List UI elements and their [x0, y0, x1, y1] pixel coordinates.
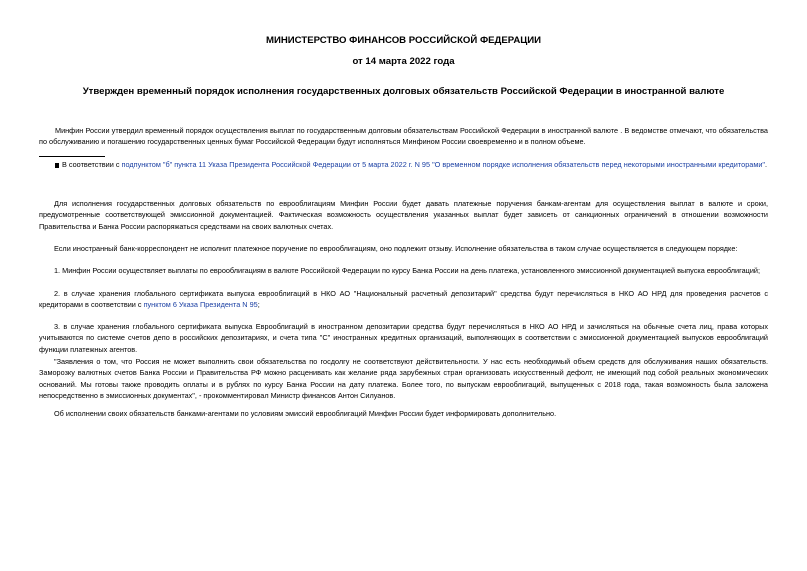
- ministry-title: МИНИСТЕРСТВО ФИНАНСОВ РОССИЙСКОЙ ФЕДЕРАЦИИ: [265, 35, 542, 46]
- decree-point-6-link[interactable]: пунктом 6 Указа Президента N 95: [143, 300, 258, 310]
- document-date: от 14 марта 2022 года: [352, 56, 455, 67]
- body-paragraph-1: Для исполнения государственных долговых обязательств по еврооблигациям Минфин России будет давать платежные поручения банкам-агентам для осуществления выплат в валюте и сроки, предусмотренные соответствующей эмиссионной документацией. Фактическая возможность осуществления указанных выплат будет зависеть от санкционных ограничений в отношении возможности Правительства и Банка России распоряжаться средствами на своих валютных счетах.: [39, 199, 768, 231]
- footnote-decree-link[interactable]: подпунктом "б" пункта 11 Указа Президента Российской Федерации от 5 марта 2022 г. N 95 "О временном порядке исполнения обязательств перед некоторыми иностранными кредиторами": [121, 160, 766, 169]
- document-heading: Утвержден временный порядок исполнения государственных долговых обязательств Российской Федерации в иностранной валюте: [82, 86, 725, 97]
- body-paragraph-2: Если иностранный банк-корреспондент не исполнит платежное поручение по еврооблигациям, оно подлежит отзыву. Исполнение обязательства в таком случае осуществляется в следующем порядке:: [54, 244, 738, 253]
- closing-paragraph: Об исполнении своих обязательств банками-агентами по условиям эмиссий еврооблигаций Минфин России будет информировать дополнительно.: [54, 409, 557, 418]
- body-paragraph-3: 1. Минфин России осуществляет выплаты по еврооблигациям в валюте Российской Федерации по курсу Банка России на день платежа, установленного эмиссионной документацией выпуска еврооблигаций;: [54, 266, 761, 275]
- quote-paragraph: "Заявления о том, что Россия не может выполнить свои обязательства по госдолгу не соответствуют действительности. У нас есть необходимый объем средств для обслуживания наших обязательств. Заморозку валютных счетов Банка России и Правительства РФ можно расценивать как желание ряда зарубежных стран организовать искусственный дефолт, не имеющий под собой реальных экономических оснований. Мы готовы также проводить оплаты и в рублях по курсу Банка России на дату платежа. Более того, по выпускам еврооблигаций, выпущенных с 2018 года, такая возможность была заложена непосредственно в эмиссионных документах", - прокомментировал Министр финансов Антон Силуанов.: [39, 357, 768, 401]
- paragraph-4-text: 2. в случае хранения глобального сертификата выпуска еврооблигаций в НКО АО "Национальный расчетный депозитарий" средства будут перечисляться в НКО АО НРД для проведения расчетов с кредиторами в соответствии с: [39, 289, 768, 310]
- footnote: [55, 159, 767, 170]
- body-paragraph-4: [39, 288, 768, 311]
- footnote-suffix: .: [765, 160, 768, 169]
- body-paragraph-5: 3. в случае хранения глобального сертификата выпуска Еврооблигаций в иностранном депозитарии средства будут перечисляться в НКО АО НРД и зачисляться на обычные счета лиц, права которых учитываются по системе счетов депо в российских депозитариях, и счета типа "С" иностранных кредитных организаций, выполняющих в соответствии с эмиссионной документацией выпусков еврооблигаций функции платежных агентов.: [39, 322, 768, 354]
- footnote-prefix: В соответствии с: [62, 160, 122, 169]
- intro-paragraph: Минфин России утвердил временный порядок осуществления выплат по государственным долговым обязательствам Российской Федерации в иностранной валюте . В ведомстве отмечают, что обязательства по обслуживанию и погашению государственных ценных бумаг Российской Федерации будут исполняться Минфином России своевременно и в полном объеме.: [39, 126, 768, 147]
- footnote-marker-icon: [55, 163, 59, 168]
- footnote-divider: [39, 156, 105, 157]
- paragraph-4-end: ;: [257, 300, 260, 310]
